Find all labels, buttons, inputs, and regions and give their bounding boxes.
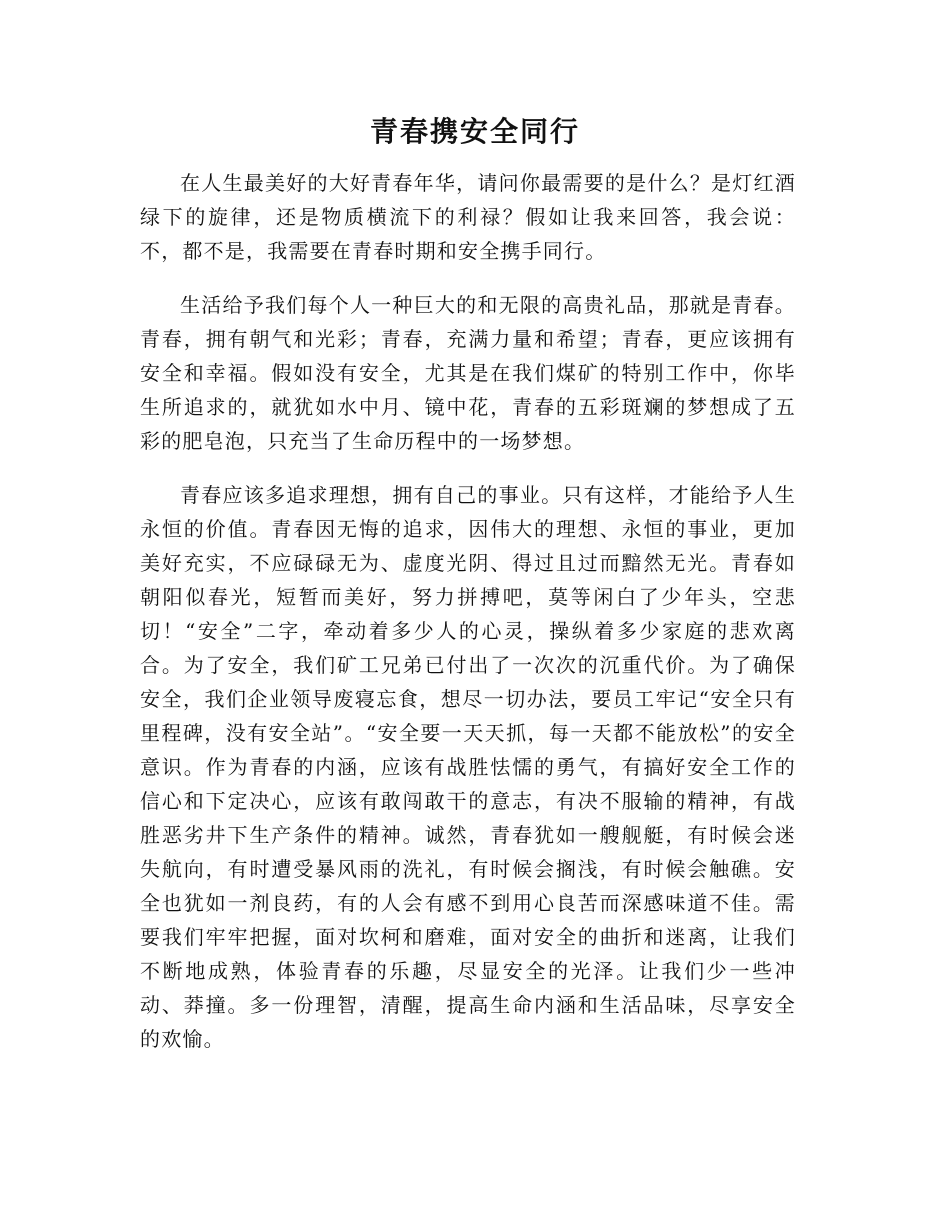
paragraph-3: 青春应该多追求理想，拥有自己的事业。只有这样，才能给予人生永恒的价值。青春因无悔的追求，因伟大的理想、永恒的事业，更加美好充实，不应碌碌无为、虚度光阴、得过且过而黯然无光。青春如朝阳似春光，短暂而美好，努力拼搏吧，莫等闲白了少年头，空悲切！“安全”二字，牵动着多少人的心灵，操纵着多少家庭的悲欢离合。为了安全，我们矿工兄弟已付出了一次次的沉重代价。为了确保安全，我们企业领导废寝忘食，想尽一切办法，要员工牢记“安全只有里程碑，没有安全站”。“安全要一天天抓，每一天都不能放松”的安全意识。作为青春的内涵，应该有战胜怯懦的勇气，有搞好安全工作的信心和下定决心，应该有敢闯敢干的意志，有决不服输的精神，有战胜恶劣井下生产条件的精神。诚然，青春犹如一艘舰艇，有时候会迷失航向，有时遭受暴风雨的洗礼，有时候会搁浅，有时候会触礁。安全也犹如一剂良药，有的人会有感不到用心良苦而深感味道不佳。需要我们牢牢把握，面对坎柯和磨难，面对安全的曲折和迷离，让我们不断地成熟，体验青春的乐趣，尽显安全的光泽。让我们少一些冲动、莽撞。多一份理智，清醒，提高生命内涵和生活品味，尽享安全的欢愉。 xyxy=(140,483,796,1051)
paragraph-2: 生活给予我们每个人一种巨大的和无限的高贵礼品，那就是青春。青春，拥有朝气和光彩；青春，充满力量和希望；青春，更应该拥有安全和幸福。假如没有安全，尤其是在我们煤矿的特别工作中，你毕生所追求的，就犹如水中月、镜中花，青春的五彩斑斓的梦想成了五彩的肥皂泡，只充当了生命历程中的一场梦想。 xyxy=(140,293,796,453)
paragraph-1: 在人生最美好的大好青春年华，请问你最需要的是什么？是灯红酒绿下的旋律，还是物质横流下的利禄？假如让我来回答，我会说：不，都不是，我需要在青春时期和安全携手同行。 xyxy=(140,171,796,263)
document-body xyxy=(140,166,796,1076)
document-title: 青春携安全同行 xyxy=(369,115,580,148)
